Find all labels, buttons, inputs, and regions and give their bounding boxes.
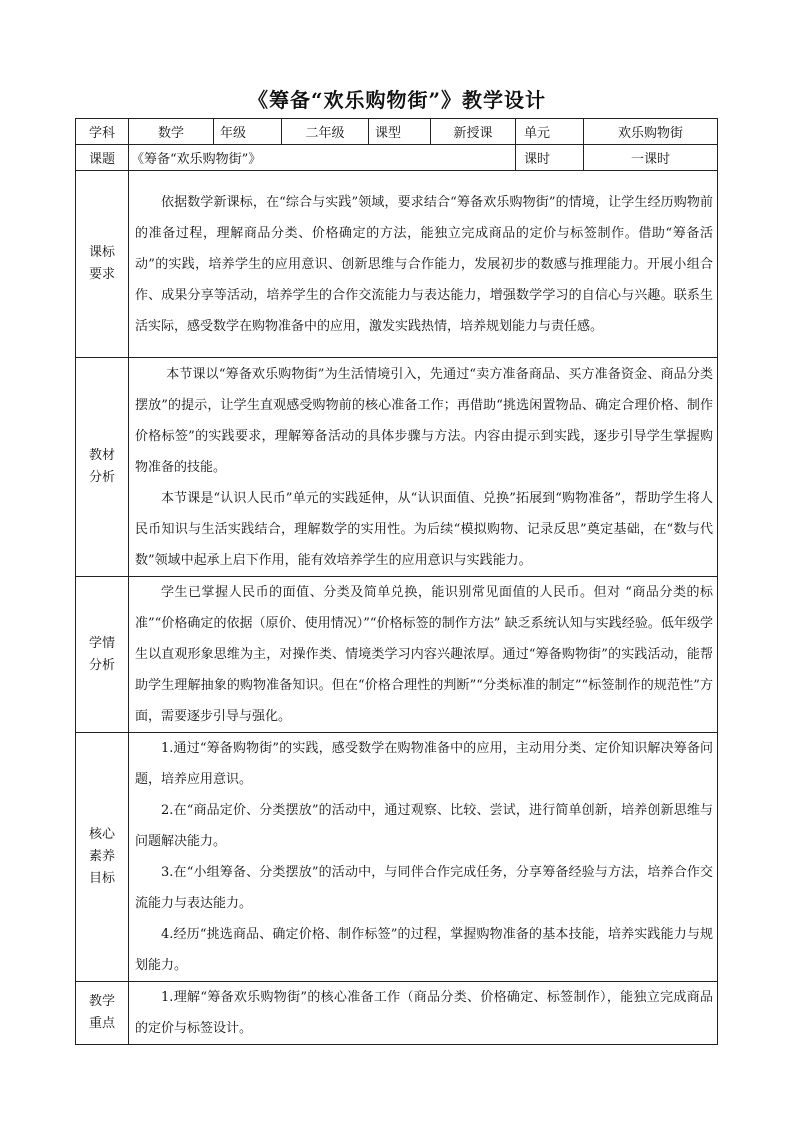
material-row (76, 358, 718, 577)
goal-item-4: 4.经历“挑选商品、确定价格、制作标签”的过程，掌握购物准备的基本技能，培养实践能力与规划能力。 (135, 927, 713, 973)
material-paragraph-2: 本节课是“认识人民币”单元的实践延伸，从“认识面值、兑换”拓展到“购物准备”，帮助学生将人民币知识与生活实践结合，理解数学的实用性。为后续“模拟购物、记录反思”奠定基础，在“数与代数”领域中起承上启下作用，能有效培养学生的应用意识与实践能力。 (135, 490, 713, 568)
grade-value: 二年级 (282, 119, 369, 145)
material-label (76, 358, 129, 577)
learner-label (76, 577, 129, 733)
focus-content (129, 982, 718, 1045)
period-value: 一课时 (584, 145, 718, 171)
lesson-type-label: 课型 (369, 119, 431, 145)
lesson-type-value: 新授课 (431, 119, 516, 145)
period-label: 课时 (516, 145, 584, 171)
focus-label-text: 教学 重点 (88, 994, 115, 1031)
learner-paragraph: 学生已掌握人民币的面值、分类及简单兑换，能识别常见面值的人民币。但对 “商品分类的标准”“价格确定的依据（原价、使用情况）”“价格标签的制作方法” 缺乏系统认知与实践经验。低年级学生以直观形象思维为主，对操作类、情境类学习内容兴趣浓厚。通过“筹备购物街”的实践活动，能帮助学生理解抽象的购物准备知识。但在“价格合理性的判断”“分类标准的制定”“标签制作的规范性”方面，需要逐步引导与强化。 (135, 585, 713, 724)
goal-item-2: 2.在“商品定价、分类摆放”的活动中，通过观察、比较、尝试，进行简单创新，培养创新思维与问题解决能力。 (135, 803, 713, 849)
goal-item-3: 3.在“小组筹备、分类摆放”的活动中，与同伴合作完成任务，分享筹备经验与方法，培养合作交流能力与表达能力。 (135, 865, 713, 911)
standards-label-text: 课标 要求 (88, 245, 115, 282)
goal-item-1: 1.通过“筹备购物街”的实践，感受数学在购物准备中的应用，主动用分类、定价知识解决筹备问题，培养应用意识。 (135, 741, 713, 787)
goals-label-text: 核心 素养 目标 (88, 827, 115, 886)
learner-label-text: 学情 分析 (88, 635, 115, 673)
subject-value: 数学 (129, 119, 214, 145)
material-label-text: 教材 分析 (88, 448, 115, 485)
document-title: 《筹备“欢乐购物街”》教学设计 (247, 88, 546, 112)
topic-row (76, 145, 718, 171)
subject-label: 学科 (76, 119, 129, 145)
header-row (76, 119, 718, 145)
goals-label (76, 733, 129, 982)
standards-row (76, 171, 718, 358)
standards-label (76, 171, 129, 358)
goals-content (129, 733, 718, 982)
focus-paragraph: 1.理解“筹备欢乐购物街”的核心准备工作（商品分类、价格确定、标签制作），能独立完成商品的定价与标签设计。 (135, 990, 713, 1036)
material-content (129, 358, 718, 577)
grade-label: 年级 (214, 119, 282, 145)
standards-content (129, 171, 718, 358)
goals-row (76, 733, 718, 982)
topic-label: 课题 (76, 145, 129, 171)
unit-value: 欢乐购物街 (584, 119, 718, 145)
unit-label: 单元 (516, 119, 584, 145)
material-paragraph-1: 本节课以“筹备欢乐购物街”为生活情境引入，先通过“卖方准备商品、买方准备资金、商品分类摆放”的提示，让学生直观感受购物前的核心准备工作；再借助“挑选闲置物品、确定合理价格、制作价格标签”的实践要求，理解筹备活动的具体步骤与方法。内容由提示到实践，逐步引导学生掌握购物准备的技能。 (135, 366, 713, 475)
focus-row (76, 982, 718, 1045)
topic-value: 《筹备“欢乐购物街”》 (129, 145, 516, 171)
focus-label (76, 982, 129, 1045)
learner-content (129, 577, 718, 733)
learner-row (76, 577, 718, 733)
lesson-plan-table (75, 118, 718, 1045)
standards-paragraph: 依据数学新课标，在“综合与实践”领域，要求结合“筹备欢乐购物街”的情境，让学生经历购物前的准备过程，理解商品分类、价格确定的方法，能独立完成商品的定价与标签制作。借助“筹备活动”的实践，培养学生的应用意识、创新思维与合作能力，发展初步的数感与推理能力。开展小组合作、成果分享等活动，培养学生的合作交流能力与表达能力，增强数学学习的自信心与兴趣。联系生活实际，感受数学在购物准备中的应用，激发实践热情，培养规划能力与责任感。 (135, 194, 713, 334)
